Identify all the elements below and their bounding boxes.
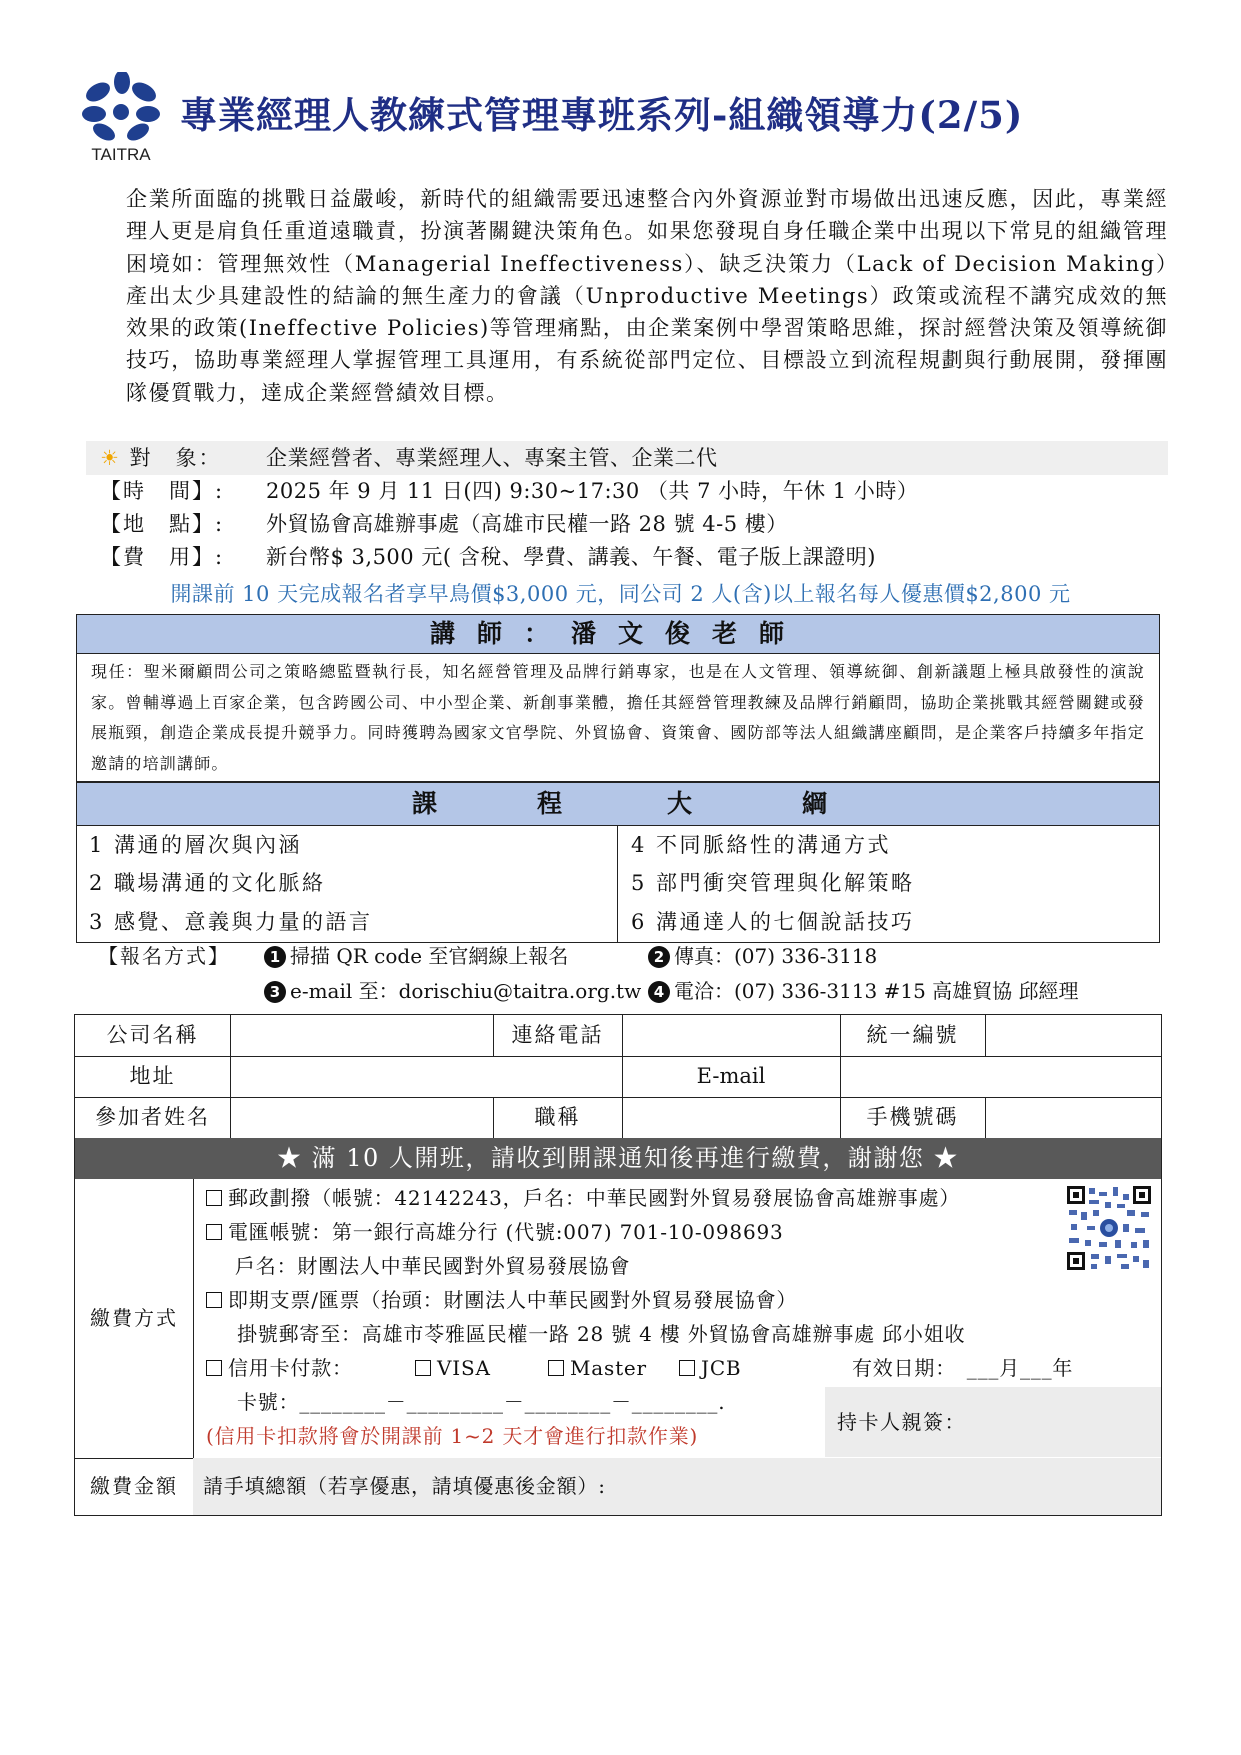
checkbox[interactable] (548, 1360, 564, 1376)
svg-text:TAITRA: TAITRA (91, 145, 151, 164)
contact-phone-field[interactable] (623, 1015, 840, 1056)
card-expiry[interactable]: 有效日期： ___月___年 (852, 1356, 1074, 1380)
place-label: 【地 點】: (100, 512, 225, 536)
time-label: 【時 間】: (100, 479, 225, 503)
registration-form (74, 1014, 1162, 1516)
attendee-name-label: 參加者姓名 (95, 1105, 210, 1129)
outline-heading (76, 782, 1160, 826)
early-bird-promo: 開課前 10 天完成報名者享早鳥價$3,000 元，同公司 2 人(含)以上報名每人優惠價$2,800 元 (170, 582, 1071, 606)
instructor-section (76, 614, 1160, 782)
target-value: 企業經營者、專業經理人、專案主管、企業二代 (266, 446, 718, 470)
registration-method: 1 掃描 QR code 至官網線上報名 (264, 940, 568, 972)
info-time-row (86, 474, 1168, 508)
sun-icon: ☀ (100, 446, 121, 470)
mobile-label: 手機號碼 (866, 1105, 959, 1129)
checkbox[interactable] (206, 1292, 222, 1308)
cardholder-signature-box[interactable] (825, 1387, 1161, 1457)
outline-item: 2 職場溝通的文化脈絡 (89, 871, 326, 895)
credit-card-note: (信用卡扣款將會於開課前 1~2 天才會進行扣款作業) (206, 1424, 699, 1448)
instructor-heading: 講師：潘文俊老師 (77, 615, 1159, 654)
checkbox[interactable] (206, 1224, 222, 1240)
class-notice-banner: ★ 滿 10 人開班，請收到開課通知後再進行繳費，謝謝您 ★ (75, 1138, 1161, 1179)
check-mail-address: 掛號郵寄至：高雄市苓雅區民權一路 28 號 4 樓 外貿協會高雄辦事處 邱小姐收 (237, 1322, 966, 1346)
payment-method-label: 繳費方式 (90, 1306, 178, 1330)
outline-heading-char: 課 (412, 789, 438, 818)
page-title: 專業經理人教練式管理專班系列-組織領導力(2/5) (180, 93, 1024, 137)
target-label: ☀ 對 象： (100, 446, 222, 470)
checkbox[interactable] (206, 1360, 222, 1376)
credit-card-option[interactable]: 信用卡付款： (206, 1351, 353, 1385)
cardholder-signature-label: 持卡人親簽： (837, 1410, 966, 1434)
registration-label: 【報名方式】 (98, 944, 230, 968)
postal-option[interactable]: 郵政劃撥（帳號：42142243，戶名：中華民國對外貿易發展協會高雄辦事處） (206, 1181, 960, 1215)
company-name-label: 公司名稱 (106, 1023, 199, 1047)
wire-option[interactable]: 電匯帳號：第一銀行高雄分行 (代號:007) 701-10-098693 (206, 1215, 784, 1249)
contact-phone-label: 連絡電話 (511, 1023, 604, 1047)
qr-code-icon[interactable] (1065, 1184, 1153, 1272)
mobile-field[interactable] (986, 1097, 1161, 1138)
jcb-option[interactable]: JCB (679, 1351, 741, 1385)
checkbox[interactable] (206, 1190, 222, 1206)
master-option[interactable]: Master (548, 1351, 647, 1385)
amount-hint: 請手填總額（若享優惠，請填優惠後金額）: (203, 1474, 606, 1498)
address-field[interactable] (231, 1056, 622, 1097)
outline-heading-char: 程 (537, 789, 563, 818)
amount-label: 繳費金額 (90, 1474, 178, 1498)
instructor-bio: 現任：聖米爾顧問公司之策略總監暨執行長，知名經營管理及品牌行銷專家，也是在人文管理、領導統御、創新議題上極具啟發性的演說家。曾輔導過上百家企業，包含跨國公司、中小型企業、新創事業體，擔任其經營管理教練及品牌行銷顧問，協助企業挑戰其經營關鍵或發展瓶頸，創造企業成長提升競爭力。同時獲聘為國家文官學院、外貿協會、資策會、國防部等法人組織講座顧問，是企業客戶持續多年指定邀請的培訓講師。 (91, 662, 1145, 773)
outline-item: 5 部門衝突管理與化解策略 (631, 871, 915, 895)
outline-item: 1 溝通的層次與內涵 (89, 833, 303, 857)
outline-heading-char: 綱 (802, 789, 828, 818)
checkbox[interactable] (679, 1360, 695, 1376)
taitra-logo (80, 72, 162, 164)
number-4-icon: 4 (648, 981, 670, 1003)
outline-item: 3 感覺、意義與力量的語言 (89, 910, 373, 934)
registration-method: 2 傳真：(07) 336-3118 (648, 940, 877, 972)
place-value: 外貿協會高雄辦事處（高雄市民權一路 28 號 4-5 樓） (266, 512, 788, 536)
info-fee-row (86, 540, 1168, 574)
tax-id-label: 統一編號 (866, 1023, 959, 1047)
number-2-icon: 2 (648, 946, 670, 968)
fee-label: 【費 用】: (100, 545, 225, 569)
job-title-field[interactable] (623, 1097, 840, 1138)
time-value: 2025 年 9 月 11 日(四) 9:30~17:30 （共 7 小時，午休 1 小時） (266, 479, 919, 503)
card-number-field[interactable]: 卡號：________－_________－________－________. (237, 1390, 726, 1414)
outline-table (76, 826, 1160, 943)
company-name-field[interactable] (231, 1015, 493, 1056)
intro-paragraph: 企業所面臨的挑戰日益嚴峻，新時代的組織需要迅速整合內外資源並對市場做出迅速反應，因此，專業經理人更是肩負任重道遠職責，扮演著關鍵決策角色。如果您發現自身任職企業中出現以下常見的組織管理困境如：管理無效性（Managerial Ineffectiveness）、缺乏決策力（Lack of Decision Making）產出太少具建設性的結論的無生產力的會議（Unproductive Meetings）政策或流程不講究成效的無效果的政策(Ineffective Policies)等管理痛點，由企業案例中學習策略思維，探討經營決策及領導統御技巧，協助專業經理人掌握管理工具運用，有系統從部門定位、目標設立到流程規劃與行動展開，發揮團隊優質戰力，達成企業經營績效目標。 (126, 187, 1168, 405)
registration-method: 4 電洽：(07) 336-3113 #15 高雄貿協 邱經理 (648, 975, 1079, 1007)
checkbox[interactable] (415, 1360, 431, 1376)
outline-heading-char: 大 (667, 789, 693, 818)
email-field[interactable] (841, 1056, 1161, 1097)
outline-divider (617, 826, 618, 942)
email-label: E-mail (696, 1064, 766, 1088)
outline-item: 6 溝通達人的七個說話技巧 (631, 910, 915, 934)
tax-id-field[interactable] (986, 1015, 1161, 1056)
attendee-name-field[interactable] (231, 1097, 493, 1138)
number-3-icon: 3 (264, 981, 286, 1003)
job-title-label: 職稱 (534, 1105, 581, 1129)
address-label: 地址 (129, 1064, 176, 1088)
outline-item: 4 不同脈絡性的溝通方式 (631, 833, 892, 857)
visa-option[interactable]: VISA (415, 1351, 491, 1385)
check-option[interactable]: 即期支票/匯票（抬頭：財團法人中華民國對外貿易發展協會） (206, 1283, 797, 1317)
info-place-row (86, 507, 1168, 541)
number-1-icon: 1 (264, 946, 286, 968)
wire-account-name: 戶名：財團法人中華民國對外貿易發展協會 (235, 1254, 631, 1278)
fee-value: 新台幣$ 3,500 元( 含稅、學費、講義、午餐、電子版上課證明) (266, 545, 876, 569)
info-target-row (86, 441, 1168, 475)
registration-method: 3 e-mail 至：dorischiu@taitra.org.tw (264, 975, 641, 1007)
